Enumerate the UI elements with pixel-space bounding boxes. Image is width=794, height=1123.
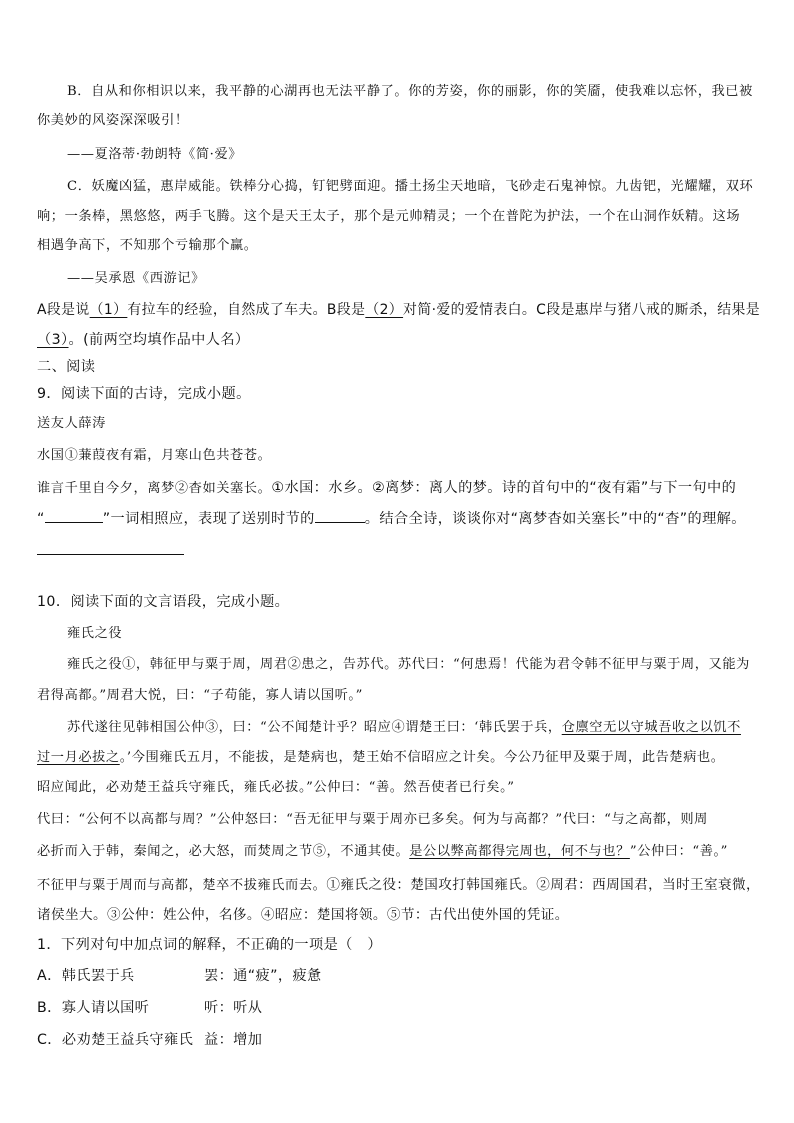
option-b-gloss: 听：听从 [204,1000,263,1016]
q10-underlined-sentence-a: 仓廪空无以守城吾收之以饥不 [561,720,741,735]
poem-notes: ①水国：水乡。②离梦：离人的梦。诗的首句中的“夜有霜”与下一句中的 [271,480,737,496]
q10-heading: 10．阅读下面的文言语段，完成小题。 [37,594,290,610]
option-a-gloss: 罢：通“疲”，疲惫 [204,968,322,984]
q8-text-a: A段是说 [37,302,90,318]
q8-blank-2[interactable]: （2） [365,302,404,318]
option-b[interactable] [37,998,149,1018]
q10-passage-line-7-text-a: 必折而入于韩，秦闻之，必大怒，而焚周之节⑤，不通其使。 [37,844,410,859]
q8-line-2 [37,330,250,350]
q8-text-b: 有拉车的经验，自然成了车夫。B段是 [127,302,366,318]
option-c-label: C．必劝楚王益兵守雍氏 [37,1032,194,1048]
passage-c-line-1: C．妖魔凶猛，惠岸威能。铁棒分心捣，钉钯劈面迎。播土扬尘天地暗，飞砂走石鬼神惊。九齿钯，光耀耀，双环 [67,179,754,194]
q10-notes-b: 诸侯坐大。③公仲：姓公仲，名侈。④昭应：楚国将领。⑤节：古代出使外国的凭证。 [37,907,569,923]
q8-blank-3[interactable]: （3） [37,332,69,348]
q10-passage-line-8-text: 不征甲与粟于周而与高都，楚卒不拔雍氏而去。 [37,878,327,893]
option-c[interactable] [37,1030,193,1050]
passage-b-line-2: 你美妙的风姿深深吸引！ [37,113,189,128]
q10-underlined-sentence-b: 过一月必拔之 [37,750,120,765]
poem-title: 送友人薛涛 [37,416,106,431]
q10-passage-line-4 [37,748,725,768]
section-heading: 二、阅读 [37,359,96,375]
q10-passage-line-1: 雍氏之役①，韩征甲与粟于周，周君②患之，告苏代。苏代曰：“何患焉！代能为君令韩不征甲与粟于周，又能为 [67,657,750,672]
q10-passage-line-7-text-b: ”公仲曰：“善。” [629,844,729,859]
q10-notes-a: ①雍氏之役：楚国攻打韩国雍氏。②周君：西周国君，当时王室衰微， [326,877,760,893]
passage-c-source: ——吴承恩《西游记》 [67,271,205,286]
q8-line-1 [37,300,760,320]
q10-passage-line-3 [67,718,741,738]
passage-b-source: ——夏洛蒂·勃朗特《简·爱》 [67,147,243,162]
poem-line-2-verse: 谁言千里自今夕，离梦②杳如关塞长。 [37,481,272,496]
q9-question [37,508,746,529]
q10-passage-title: 雍氏之役 [67,626,123,641]
q10-passage-line-5: 昭应闻此，必劝楚王益兵守雍氏，雍氏必拔。”公仲曰：“善。然吾使者已行矣。” [37,780,515,795]
q9-answer-line[interactable] [37,554,184,555]
q8-text-c: 对简·爱的爱情表白。C段是惠岸与猪八戒的厮杀，结果是 [403,302,761,318]
q10-passage-line-6: 代曰：“公何不以高都与周？”公仲怒曰：“吾无征甲与粟于周亦已多矣。何为与高都？”代曰：“与之高都，则周 [37,812,708,827]
q10-passage-line-8 [37,874,760,896]
q8-text-d: 。(前两空均填作品中人名） [68,332,250,348]
q10-passage-line-4-text: 。’今围雍氏五月，不能拔，是楚病也，楚王始不信昭应之计矣。今公乃征甲及粟于周，此告楚病也。 [119,750,725,765]
poem-line-1: 水国①蒹葭夜有霜，月寒山色共苍苍。 [37,448,272,463]
q10-passage-line-3-text: 苏代遂往见韩相国公仲③，曰：“公不闻楚计乎？昭应④谓楚王曰：‘韩氏罢于兵， [67,720,562,735]
passage-c-line-3: 相遇争高下，不知那个亏输那个赢。 [37,238,258,253]
poem-line-2 [37,477,736,499]
q10-underlined-sentence-c: 是公以弊高都得完周也，何不与也？ [409,844,630,859]
q9-quote-open: “ [37,511,45,527]
q9-question-mid: ”一词相照应，表现了送别时节的 [102,511,315,527]
q9-answer-blank-2[interactable] [315,508,365,523]
q9-answer-blank-1[interactable] [45,508,103,523]
q9-question-tail: 。结合全诗，谈谈你对“离梦杳如关塞长”中的“杳”的理解。 [364,511,746,527]
option-c-gloss: 益：增加 [204,1032,263,1048]
option-a[interactable] [37,966,135,986]
option-a-label: A．韩氏罢于兵 [37,968,135,984]
q8-blank-1[interactable]: （1） [89,302,128,318]
q9-heading: 9．阅读下面的古诗，完成小题。 [37,386,251,402]
option-b-label: B．寡人请以国听 [37,1000,150,1016]
q10-1-stem: 1．下列对句中加点词的解释，不正确的一项是（ ） [37,937,382,953]
q10-passage-line-2: 君得高都。”周君大悦，曰：“子苟能，寡人请以国听。” [37,688,363,703]
passage-c-line-2: 响；一条棒，黑悠悠，两手飞腾。这个是天王太子，那个是元帅精灵；一个在普陀为护法，一个在山洞作妖精。这场 [37,209,741,224]
q10-passage-line-7 [37,842,728,862]
passage-b-line-1: B．自从和你相识以来，我平静的心湖再也无法平静了。你的芳姿，你的丽影，你的笑靥，使我难以忘怀，我已被 [67,84,753,99]
